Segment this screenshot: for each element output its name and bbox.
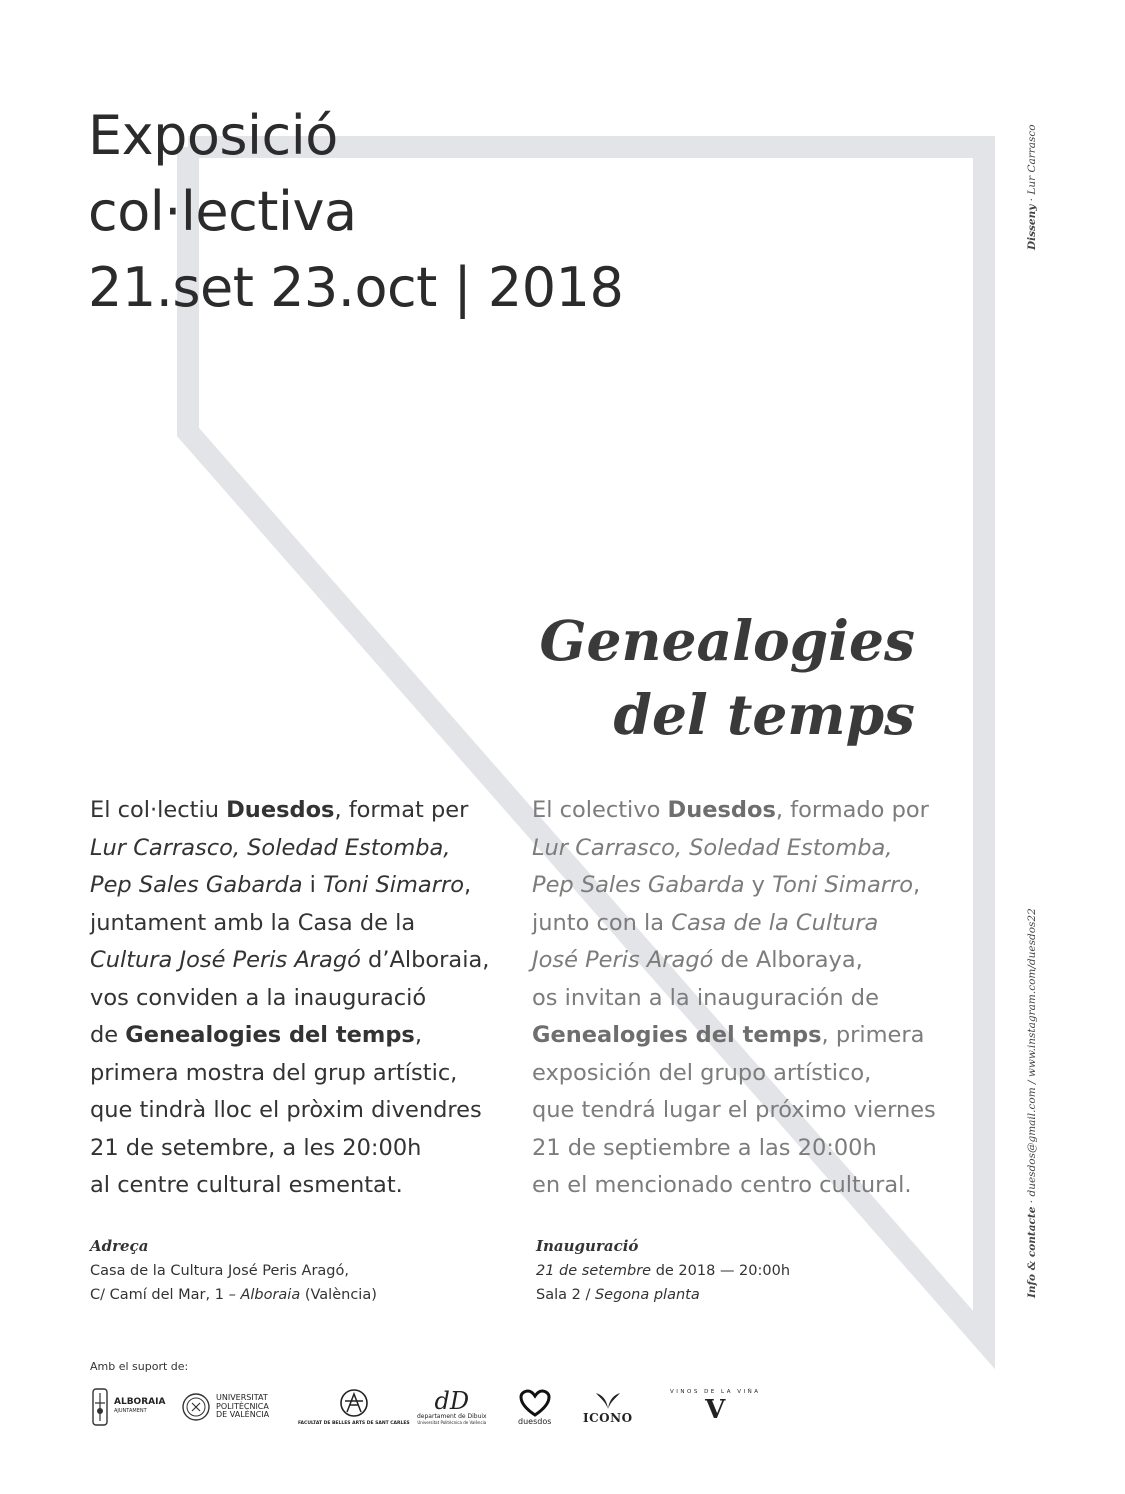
icono-bird-icon [593,1389,623,1411]
exhibition-headline [88,98,623,326]
address-block: Adreça Casa de la Cultura José Peris Aragó, C/ Camí del Mar, 1 – Alboraia (València) [90,1234,377,1308]
dibuix-department-logo: dD departament de Dibuix Universitat Politècnica de València [417,1387,487,1425]
headline-line-2: col·lectiva [88,180,357,243]
contact-info: Info & contacte · duesdos@gmail.com / www.instagram.com/duesdos22 [1026,908,1038,1298]
title-line-1: Genealogies [539,608,915,673]
body-text-catalan: El col·lectiu Duesdos, format per Lur Carrasco, Soledad Estomba, Pep Sales Gabarda i Toni Simarro, juntament amb la Casa de la Cultura José Peris Aragó d’Alboraia, vos conviden a la inauguració de Genealogies del temps, primera mostra del grup artístic, que tindrà lloc el pròxim divendres 21 de setembre, a les 20:00h al centre cultural esmentat. [90,797,490,1198]
sponsor-logos [0,1383,1125,1443]
inauguration-label: Inauguració [536,1237,639,1255]
alboraia-logo: ALBORAIA AJUNTAMENT [90,1383,165,1431]
vinos-de-la-vina-logo: VINOS DE LA VIÑA V [670,1389,761,1425]
headline-dates: 21.set 23.oct | 2018 [88,256,624,319]
inauguration-block: Inauguració 21 de setembre de 2018 — 20:00h Sala 2 / Segona planta [536,1234,790,1308]
upv-seal-icon [181,1392,211,1422]
support-label: Amb el suport de: [90,1360,189,1373]
alboraia-crest-icon [90,1385,110,1429]
design-credit: Disseny · Lur Carrasco [1026,124,1038,250]
title-line-2: del temps [613,682,915,747]
address-label: Adreça [90,1237,149,1255]
exhibition-title [540,604,915,752]
bbaa-emblem-icon [339,1388,369,1418]
headline-line-1: Exposició [88,104,338,167]
duesdos-heart-icon [519,1389,551,1417]
icono-logo: ICONO [583,1383,633,1431]
duesdos-logo: duesdos [518,1383,551,1431]
body-text-spanish: El colectivo Duesdos, formado por Lur Carrasco, Soledad Estomba, Pep Sales Gabarda y Toni Simarro, junto con la Casa de la Cultura José Peris Aragó de Alboraya, os invitan a la inauguración de Genealogies del temps, primera exposición del grupo artístico, que tendrá lugar el próximo viernes 21 de septiembre a las 20:00h en el mencionado centro cultural. [532,797,936,1198]
upv-logo: UNIVERSITAT POLITÈCNICA DE VALÈNCIA [181,1383,269,1431]
collective-name: Duesdos [226,797,335,823]
bbaa-logo: FACULTAT DE BELLES ARTS DE SANT CARLES [298,1383,410,1431]
artist-names: Lur Carrasco, Soledad Estomba, [90,834,451,861]
